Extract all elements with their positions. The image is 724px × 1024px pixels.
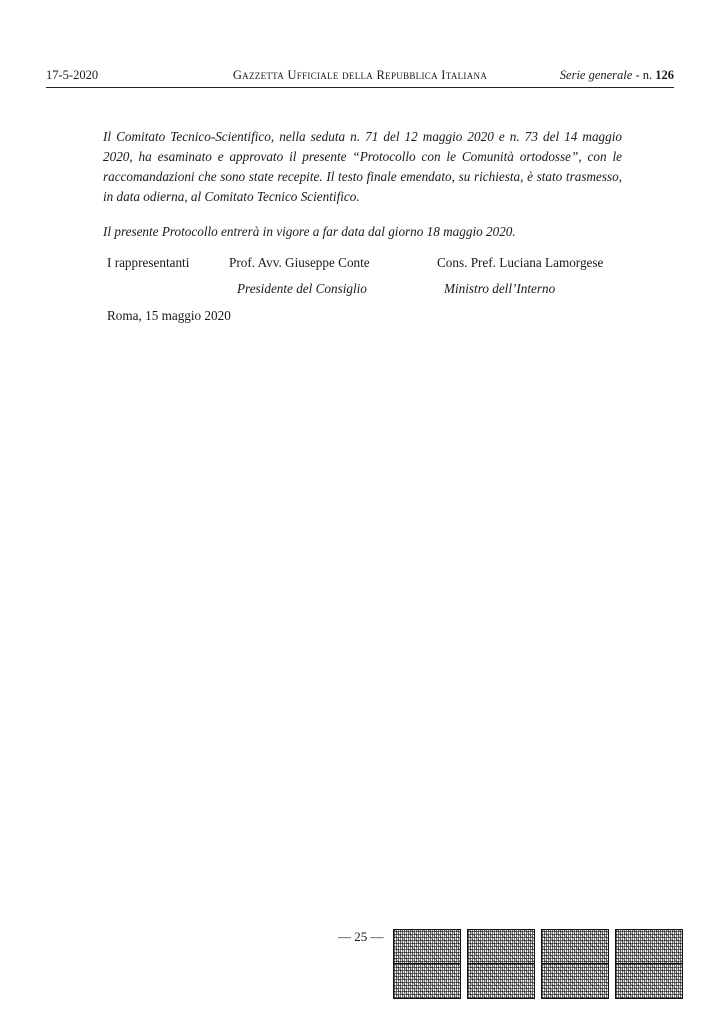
signer-conte-name: Prof. Avv. Giuseppe Conte bbox=[229, 255, 370, 270]
header-issue-number: 126 bbox=[655, 68, 674, 82]
barcode-block-4 bbox=[615, 929, 683, 999]
signer-conte-role: Presidente del Consiglio bbox=[237, 281, 367, 296]
place-and-date: Roma, 15 maggio 2020 bbox=[107, 308, 231, 323]
page-number: — 25 — bbox=[338, 929, 384, 944]
header-serie bbox=[560, 68, 674, 83]
barcode-block-2 bbox=[467, 929, 535, 999]
barcode-strip bbox=[393, 929, 683, 997]
header-publication-title: Gazzetta Ufficiale della Repubblica Italiana bbox=[232, 68, 488, 82]
signer-lamorgese-role: Ministro dell’Interno bbox=[444, 281, 556, 296]
effective-date-paragraph: Il presente Protocollo entrerà in vigore a far data dal giorno 18 maggio 2020. bbox=[103, 224, 516, 239]
page-header bbox=[46, 68, 674, 86]
header-serie-separator: - n. bbox=[632, 68, 656, 82]
barcode-block-1 bbox=[393, 929, 461, 999]
barcode-block-3 bbox=[541, 929, 609, 999]
representatives-label: I rappresentanti bbox=[107, 255, 190, 270]
signer-lamorgese-name: Cons. Pref. Luciana Lamorgese bbox=[437, 255, 604, 270]
committee-paragraph: Il Comitato Tecnico-Scientifico, nella seduta n. 71 del 12 maggio 2020 e n. 73 del 14 maggio 2020, ha esaminato e approvato il presente “Protocollo con le Comunità ortodosse”, con le raccomandazioni che sono state recepite. Il testo finale emendato, su richiesta, è stato trasmesso, in data odierna, al Comitato Tecnico Scientifico. bbox=[103, 129, 622, 204]
header-serie-label: Serie generale bbox=[559, 68, 633, 82]
header-rule bbox=[46, 87, 674, 88]
header-date: 17-5-2020 bbox=[46, 68, 99, 82]
